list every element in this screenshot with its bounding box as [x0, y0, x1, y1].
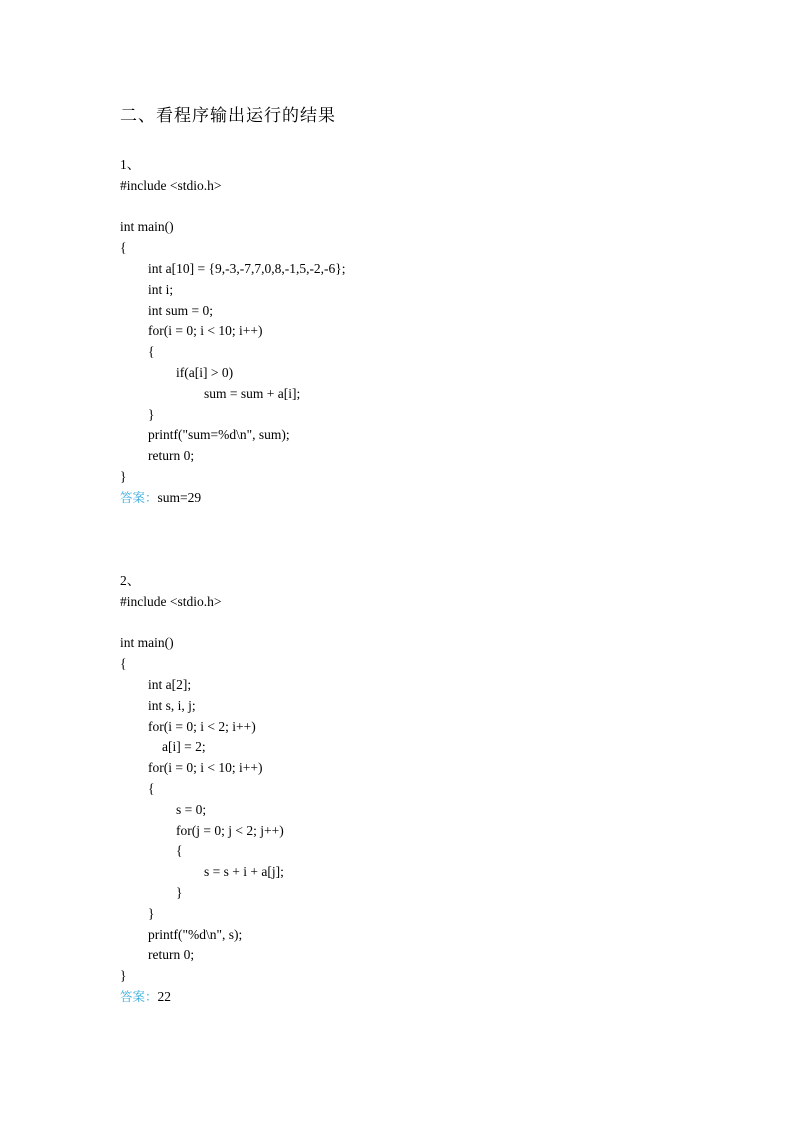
code-line: a[i] = 2; — [162, 739, 206, 755]
code-line: } — [148, 905, 155, 921]
code-line: int sum = 0; — [148, 302, 213, 318]
problem-number: 2、 — [120, 573, 141, 588]
code-line: for(i = 0; i < 10; i++) — [148, 760, 263, 776]
code-line: { — [120, 240, 127, 256]
code-line: } — [148, 406, 155, 422]
answer-label: 答案： — [120, 988, 158, 1004]
problem-1 — [120, 155, 346, 509]
code-line — [120, 613, 284, 634]
problem-2 — [120, 571, 284, 1008]
code-line: #include <stdio.h> — [120, 593, 222, 609]
answer-line — [120, 488, 346, 509]
answer-label: 答案： — [120, 489, 158, 505]
code-line: #include <stdio.h> — [120, 177, 222, 193]
code-line: int a[2]; — [148, 676, 192, 692]
code-line: } — [120, 468, 127, 484]
code-line: s = 0; — [176, 801, 207, 817]
answer-line — [120, 987, 284, 1008]
code-line: int i; — [148, 281, 174, 297]
code-line: return 0; — [148, 448, 195, 464]
code-line — [120, 197, 346, 218]
code-line: return 0; — [148, 947, 195, 963]
code-line: for(i = 0; i < 2; i++) — [148, 718, 256, 734]
code-line: { — [176, 843, 183, 859]
problem-number: 1、 — [120, 157, 141, 172]
code-line: int main() — [120, 219, 174, 235]
code-line: printf("%d\n", s); — [148, 926, 243, 942]
code-line: int s, i, j; — [148, 697, 196, 713]
code-line: { — [120, 656, 127, 672]
section-heading: 二、看程序输出运行的结果 — [120, 106, 336, 126]
code-line: { — [148, 780, 155, 796]
code-line: { — [148, 344, 155, 360]
code-line: for(i = 0; i < 10; i++) — [148, 323, 263, 339]
answer-value: 22 — [157, 988, 172, 1004]
answer-value: sum=29 — [157, 489, 202, 505]
code-line: } — [120, 968, 127, 984]
code-line: printf("sum=%d\n", sum); — [148, 427, 290, 443]
code-line: int a[10] = {9,-3,-7,7,0,8,-1,5,-2,-6}; — [148, 260, 346, 276]
code-line: } — [176, 884, 183, 900]
code-line: s = s + i + a[j]; — [204, 864, 284, 880]
code-line: int main() — [120, 635, 174, 651]
code-line: sum = sum + a[i]; — [204, 385, 301, 401]
code-line: if(a[i] > 0) — [176, 364, 234, 380]
code-line: for(j = 0; j < 2; j++) — [176, 822, 284, 838]
